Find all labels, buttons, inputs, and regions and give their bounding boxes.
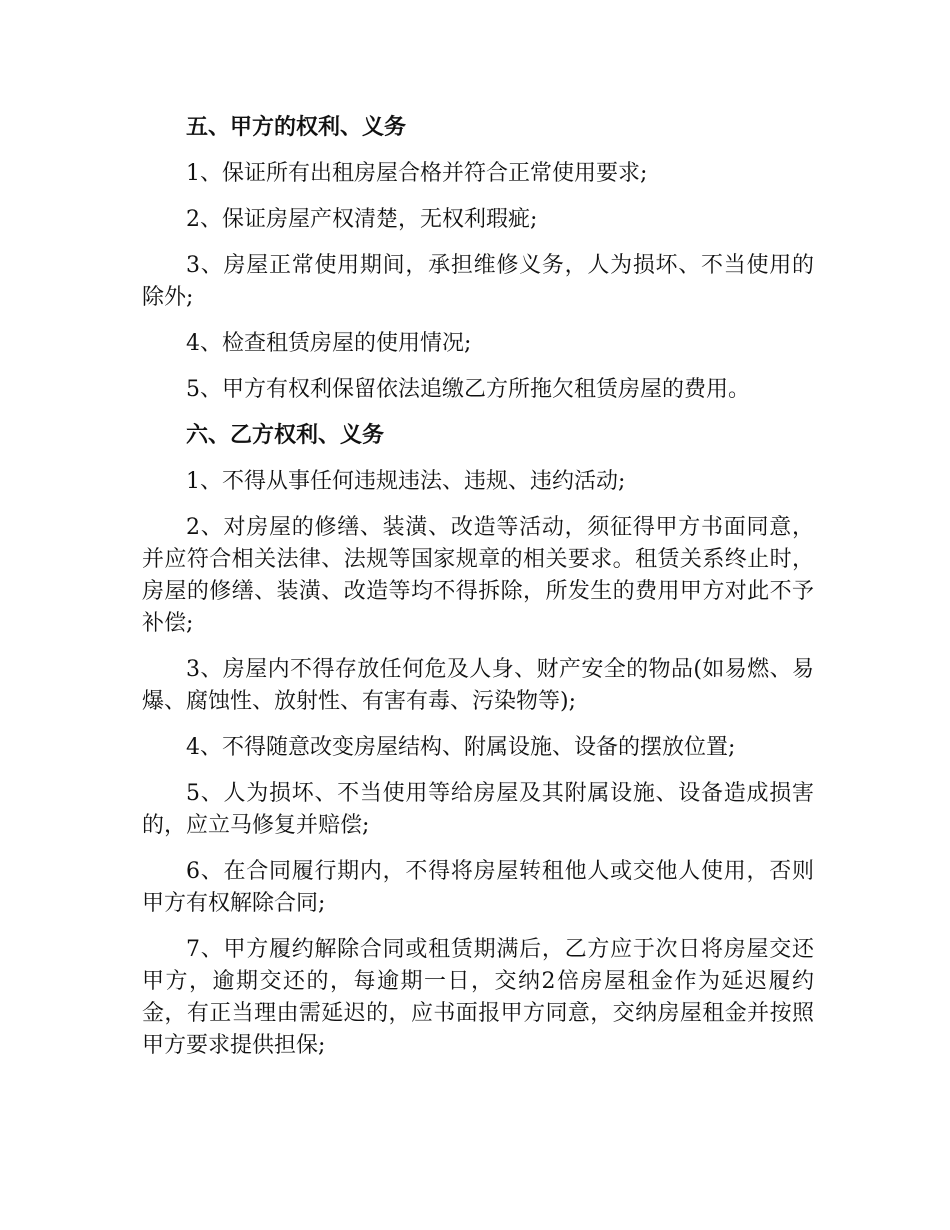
party-b-clause-2: 2、对房屋的修缮、装潢、改造等活动，须征得甲方书面同意，并应符合相关法律、法规等国家规章的相关要求。租赁关系终止时，房屋的修缮、装潢、改造等均不得拆除，所发生的费用甲方对此不予补偿; — [142, 515, 814, 636]
party-a-clause-3: 3、房屋正常使用期间，承担维修义务，人为损坏、不当使用的除外; — [142, 253, 814, 310]
party-b-clause-1: 1、不得从事任何违规违法、违规、违约活动; — [186, 469, 626, 494]
party-b-clause-7: 7、甲方履约解除合同或租赁期满后，乙方应于次日将房屋交还甲方，逾期交还的，每逾期一日，交纳2倍房屋租金作为延迟履约金，有正当理由需延迟的，应书面报甲方同意，交纳房屋租金并按照甲方要求提供担保; — [142, 937, 814, 1058]
section-heading-party-a: 五、甲方的权利、义务 — [186, 115, 407, 140]
party-b-clause-4: 4、不得随意改变房屋结构、附属设施、设备的摆放位置; — [186, 735, 736, 760]
party-b-clause-3: 3、房屋内不得存放任何危及人身、财产安全的物品(如易燃、易爆、腐蚀性、放射性、有害有毒、污染物等); — [142, 657, 814, 714]
party-b-clause-5: 5、人为损坏、不当使用等给房屋及其附属设施、设备造成损害的，应立马修复并赔偿; — [142, 781, 814, 838]
party-a-clause-5: 5、甲方有权利保留依法追缴乙方所拖欠租赁房屋的费用。 — [186, 377, 750, 402]
party-a-clause-2: 2、保证房屋产权清楚，无权利瑕疵; — [186, 207, 538, 232]
party-b-clause-6: 6、在合同履行期内，不得将房屋转租他人或交他人使用，否则甲方有权解除合同; — [142, 859, 814, 916]
party-a-clause-1: 1、保证所有出租房屋合格并符合正常使用要求; — [186, 161, 648, 186]
section-heading-party-b: 六、乙方权利、义务 — [186, 423, 385, 448]
party-a-clause-4: 4、检查租赁房屋的使用情况; — [186, 331, 472, 356]
document-body — [142, 112, 814, 1076]
